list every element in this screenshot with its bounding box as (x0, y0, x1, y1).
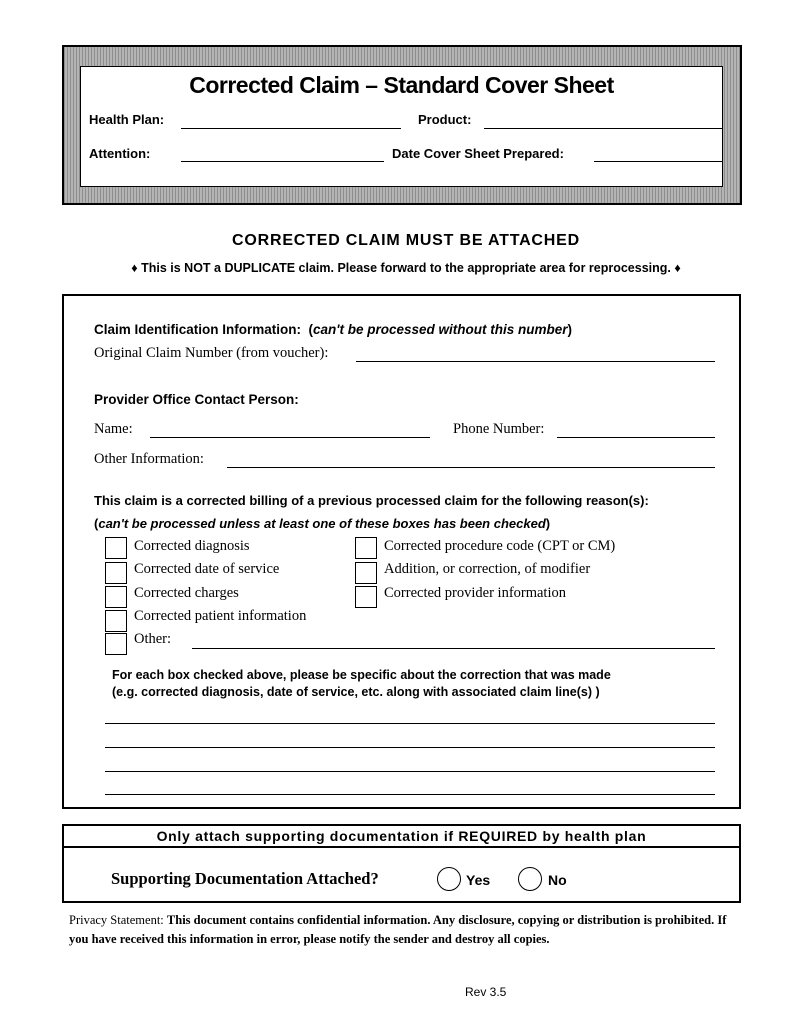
duplicate-notice (0, 261, 791, 275)
other-info-label: Other Information: (94, 451, 204, 467)
yes-label: Yes (466, 872, 491, 888)
product-field[interactable] (484, 128, 722, 129)
no-label: No (548, 872, 567, 888)
correction-details-line[interactable] (105, 771, 715, 772)
claim-id-heading-text: Claim Identification Information: (94, 322, 302, 337)
option-corrected-procedure-code: Corrected procedure code (CPT or CM) (384, 538, 616, 554)
reasons-requirement-text: can't be processed unless at least one of these boxes has been checked (98, 516, 546, 531)
diamond-bullet-icon: ♦ (131, 261, 138, 275)
header-panel (80, 66, 723, 187)
duplicate-notice-text: This is NOT a DUPLICATE claim. Please forward to the appropriate area for reprocessing. (141, 261, 671, 275)
date-prepared-label: Date Cover Sheet Prepared: (392, 146, 564, 161)
checkbox-corrected-charges[interactable] (105, 586, 127, 608)
form-title: Corrected Claim – Standard Cover Sheet (189, 72, 614, 98)
option-corrected-patient-information: Corrected patient information (134, 608, 307, 624)
date-prepared-field[interactable] (594, 161, 722, 162)
supporting-docs-box (62, 824, 741, 903)
checkbox-corrected-patient-information[interactable] (105, 610, 127, 632)
reasons-intro: This claim is a corrected billing of a previous processed claim for the following reason(s): (94, 493, 649, 508)
other-info-field[interactable] (227, 467, 715, 468)
phone-label: Phone Number: (453, 421, 545, 437)
revision-label: Rev 3.5 (465, 985, 507, 999)
must-attach-heading: CORRECTED CLAIM MUST BE ATTACHED (232, 232, 580, 249)
correction-instruction-line2: (e.g. corrected diagnosis, date of service, etc. along with associated claim line(s) ) (112, 685, 600, 699)
supporting-docs-heading: Only attach supporting documentation if REQUIRED by health plan (64, 826, 739, 848)
original-claim-label: Original Claim Number (from voucher): (94, 345, 329, 361)
diamond-bullet-icon: ♦ (674, 261, 681, 275)
claim-id-note: can't be processed without this number (313, 322, 568, 337)
privacy-label: Privacy Statement: (69, 913, 164, 927)
attention-label: Attention: (89, 146, 151, 161)
option-corrected-diagnosis: Corrected diagnosis (134, 538, 250, 554)
radio-no[interactable] (518, 867, 542, 891)
option-modifier-correction: Addition, or correction, of modifier (384, 561, 591, 577)
health-plan-label: Health Plan: (89, 112, 165, 127)
checkbox-corrected-procedure-code[interactable] (355, 537, 377, 559)
contact-name-field[interactable] (150, 437, 430, 438)
option-corrected-charges: Corrected charges (134, 585, 239, 601)
correction-details-line[interactable] (105, 794, 715, 795)
checkbox-corrected-date-of-service[interactable] (105, 562, 127, 584)
option-corrected-date-of-service: Corrected date of service (134, 561, 280, 577)
correction-details-line[interactable] (105, 723, 715, 724)
privacy-text: This document contains confidential information. Any disclosure, copying or distribution is prohibited. If you have received this information in error, please notify the sender and destroy all copies. (69, 913, 727, 946)
checkbox-modifier-correction[interactable] (355, 562, 377, 584)
health-plan-field[interactable] (181, 128, 401, 129)
option-other: Other: (134, 631, 172, 647)
other-reason-field[interactable] (192, 648, 715, 649)
option-corrected-provider-information: Corrected provider information (384, 585, 566, 601)
phone-number-field[interactable] (557, 437, 715, 438)
product-label: Product: (418, 112, 472, 127)
contact-heading: Provider Office Contact Person: (94, 392, 299, 407)
name-label: Name: (94, 421, 133, 437)
claim-id-heading: Claim Identification Information: (can't be processed without this number) (94, 322, 573, 337)
attention-field[interactable] (181, 161, 384, 162)
correction-instruction-line1: For each box checked above, please be specific about the correction that was made (112, 668, 611, 682)
radio-yes[interactable] (437, 867, 461, 891)
checkbox-corrected-provider-information[interactable] (355, 586, 377, 608)
privacy-statement (69, 911, 745, 949)
supporting-docs-question: Supporting Documentation Attached? (111, 869, 379, 888)
reasons-requirement: (can't be processed unless at least one of these boxes has been checked) (94, 516, 551, 531)
original-claim-number-field[interactable] (356, 361, 715, 362)
checkbox-corrected-diagnosis[interactable] (105, 537, 127, 559)
correction-details-line[interactable] (105, 747, 715, 748)
claim-details-box (62, 294, 741, 809)
checkbox-other[interactable] (105, 633, 127, 655)
